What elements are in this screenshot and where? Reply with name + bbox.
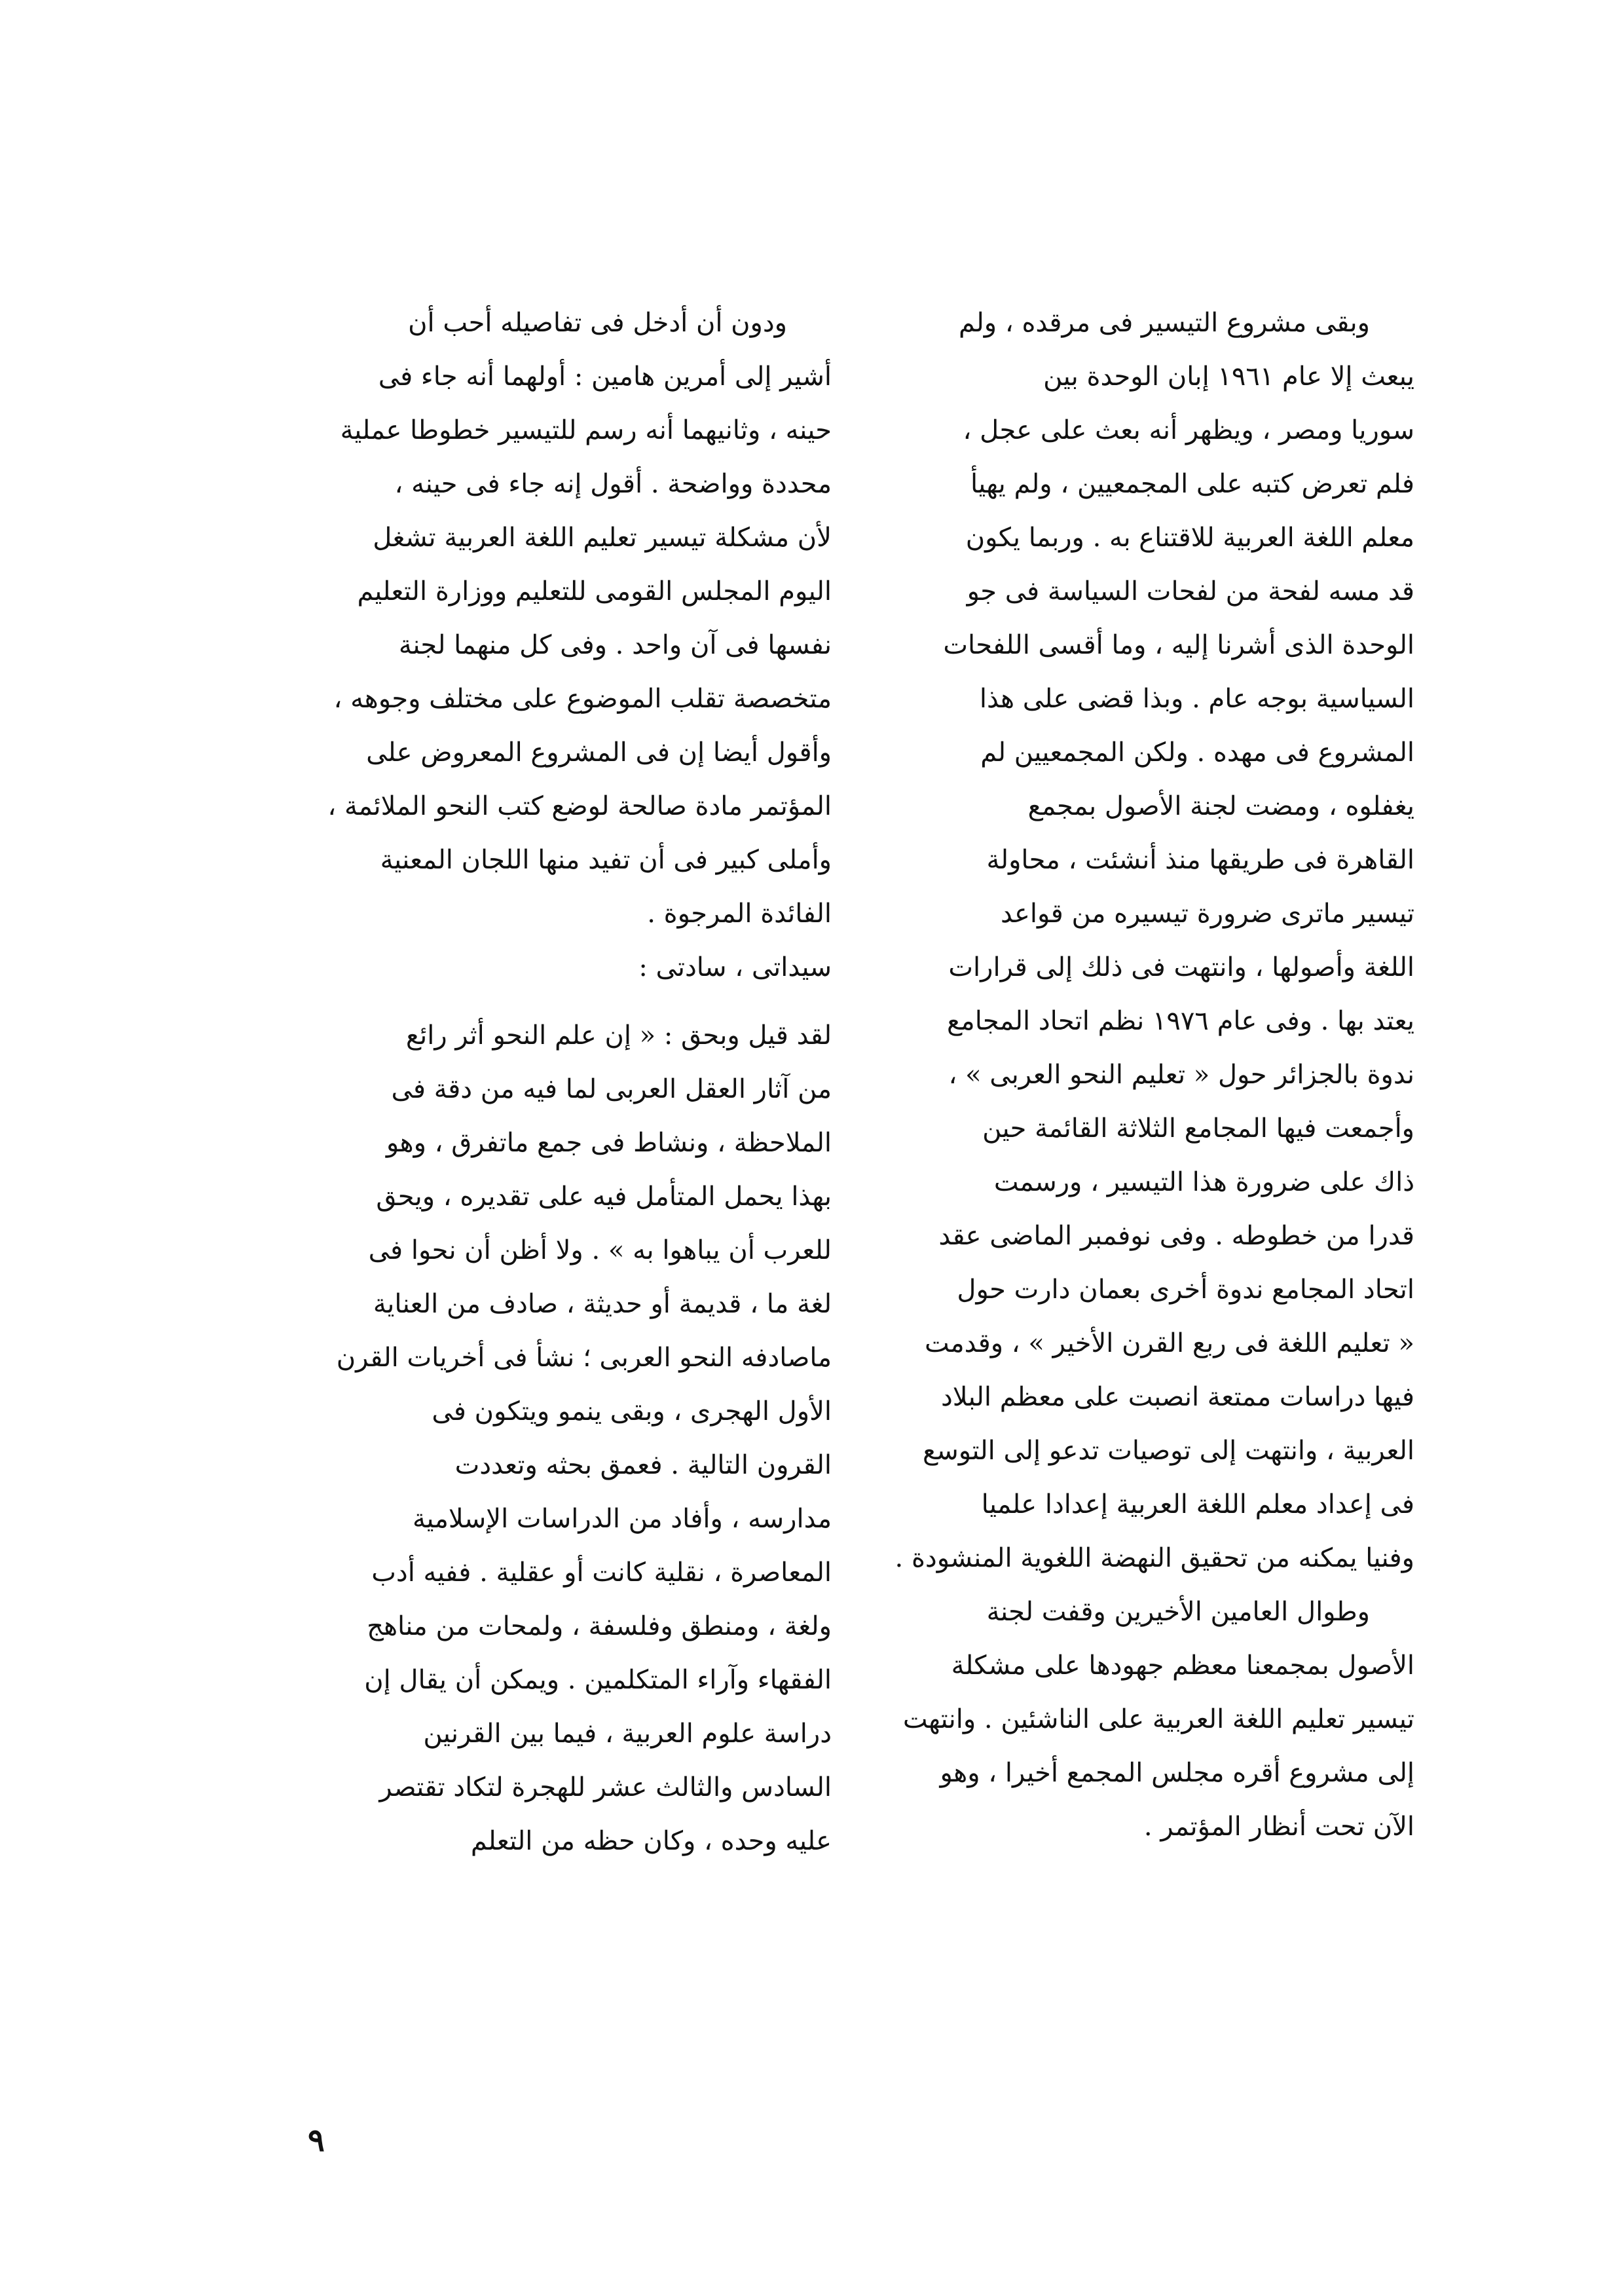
text-line: للعرب أن يباهوا به » . ولا أظن أن نحوا فى bbox=[368, 1235, 832, 1265]
text-line: يغفلوه ، ومضت لجنة الأصول بمجمع bbox=[1027, 791, 1414, 821]
text-line: وطوال العامين الأخيرين وقفت لجنة bbox=[986, 1597, 1370, 1627]
left-text-column bbox=[268, 296, 832, 1868]
text-line: إلى مشروع أقره مجلس المجمع أخيرا ، وهو bbox=[940, 1758, 1414, 1788]
text-line: يبعث إلا عام ١٩٦١ إبان الوحدة بين bbox=[1043, 362, 1414, 392]
text-line: من آثار العقل العربى لما فيه من دقة فى bbox=[391, 1074, 832, 1104]
text-line: معلم اللغة العربية للاقتناع به . وربما يكون bbox=[965, 523, 1414, 553]
text-line: لأن مشكلة تيسير تعليم اللغة العربية تشغل bbox=[373, 523, 832, 553]
text-line: الملاحظة ، ونشاط فى جمع ماتفرق ، وهو bbox=[386, 1128, 832, 1158]
text-line: عليه وحده ، وكان حظه من التعلم bbox=[470, 1826, 832, 1856]
paragraph bbox=[268, 1009, 832, 1868]
text-line: سيداتى ، سادتى : bbox=[638, 952, 832, 982]
text-line: مدارسه ، وأفاد من الدراسات الإسلامية bbox=[412, 1504, 832, 1534]
text-line: القاهرة فى طريقها منذ أنشئت ، محاولة bbox=[986, 845, 1414, 875]
text-line: ولغة ، ومنطق وفلسفة ، ولمحات من مناهج bbox=[367, 1611, 832, 1641]
text-line: وبقى مشروع التيسير فى مرقده ، ولم bbox=[958, 308, 1370, 338]
text-line: اليوم المجلس القومى للتعليم ووزارة التعليم bbox=[357, 576, 832, 606]
paragraph bbox=[851, 296, 1414, 1585]
text-line: نفسها فى آن واحد . وفى كل منهما لجنة bbox=[398, 630, 832, 660]
page-number: ٩ bbox=[308, 2122, 325, 2159]
text-line: ذاك على ضرورة هذا التيسير ، ورسمت bbox=[993, 1167, 1414, 1197]
text-line: أشير إلى أمرين هامين : أولهما أنه جاء فى bbox=[378, 362, 832, 392]
text-line: محددة وواضحة . أقول إنه جاء فى حينه ، bbox=[394, 469, 832, 499]
text-line: لغة ما ، قديمة أو حديثة ، صادف من العناية bbox=[373, 1289, 832, 1319]
text-line: ودون أن أدخل فى تفاصيله أحب أن bbox=[408, 308, 787, 338]
right-text-column bbox=[851, 296, 1414, 1854]
salutation bbox=[268, 941, 832, 994]
text-line: الوحدة الذى أشرنا إليه ، وما أقسى اللفحات bbox=[943, 630, 1414, 660]
text-line: بهذا يحمل المتأمل فيه على تقديره ، ويحق bbox=[376, 1182, 832, 1212]
text-line: المشروع فى مهده . ولكن المجمعيين لم bbox=[980, 737, 1414, 768]
paragraph bbox=[268, 296, 832, 941]
text-line: حينه ، وثانيهما أنه رسم للتيسير خطوطا عملية bbox=[340, 415, 832, 445]
text-line: فيها دراسات ممتعة انصبت على معظم البلاد bbox=[940, 1382, 1414, 1412]
text-line: تيسير تعليم اللغة العربية على الناشئين . وانتهت bbox=[902, 1704, 1414, 1734]
text-line: متخصصة تقلب الموضوع على مختلف وجوهه ، bbox=[333, 684, 832, 714]
text-line: السياسية بوجه عام . وبذا قضى على هذا bbox=[979, 684, 1414, 714]
text-line: المعاصرة ، نقلية كانت أو عقلية . ففيه أدب bbox=[371, 1558, 832, 1588]
text-line: قد مسه لفحة من لفحات السياسة فى جو bbox=[967, 576, 1414, 606]
text-line: « تعليم اللغة فى ربع القرن الأخير » ، وقدمت bbox=[924, 1328, 1414, 1358]
text-line: وأجمعت فيها المجامع الثلاثة القائمة حين bbox=[982, 1113, 1414, 1144]
text-line: السادس والثالث عشر للهجرة لتكاد تقتصر bbox=[379, 1772, 832, 1802]
text-line: فلم تعرض كتبه على المجمعيين ، ولم يهيأ bbox=[970, 469, 1414, 499]
text-line: وفنيا يمكنه من تحقيق النهضة اللغوية المنشودة . bbox=[895, 1543, 1414, 1573]
text-line: وأملى كبير فى أن تفيد منها اللجان المعنية bbox=[380, 845, 832, 875]
text-line: الأول الهجرى ، وبقى ينمو ويتكون فى bbox=[432, 1396, 832, 1427]
text-line: اللغة وأصولها ، وانتهت فى ذلك إلى قرارات bbox=[948, 952, 1414, 982]
text-line: قدرا من خطوطه . وفى نوفمبر الماضى عقد bbox=[938, 1221, 1414, 1251]
text-line: دراسة علوم العربية ، فيما بين القرنين bbox=[423, 1719, 832, 1749]
text-line: القرون التالية . فعمق بحثه وتعددت bbox=[454, 1450, 832, 1480]
text-line: الفائدة المرجوة . bbox=[647, 899, 832, 929]
text-line: الأصول بمجمعنا معظم جهودها على مشكلة bbox=[951, 1651, 1414, 1681]
text-line: سوريا ومصر ، ويظهر أنه بعث على عجل ، bbox=[963, 415, 1414, 445]
text-line: اتحاد المجامع ندوة أخرى بعمان دارت حول bbox=[957, 1275, 1414, 1305]
text-line: تيسير ماترى ضرورة تيسيره من قواعد bbox=[1001, 899, 1414, 929]
text-line: وأقول أيضا إن فى المشروع المعروض على bbox=[366, 737, 832, 768]
paragraph bbox=[851, 1585, 1414, 1854]
text-line: الآن تحت أنظار المؤتمر . bbox=[1143, 1812, 1414, 1842]
text-line: لقد قيل وبحق : « إن علم النحو أثر رائع bbox=[405, 1020, 832, 1051]
text-line: المؤتمر مادة صالحة لوضع كتب النحو الملائمة ، bbox=[327, 791, 832, 821]
text-line: فى إعداد معلم اللغة العربية إعدادا علميا bbox=[981, 1489, 1414, 1520]
text-line: يعتد بها . وفى عام ١٩٧٦ نظم اتحاد المجامع bbox=[946, 1006, 1414, 1036]
text-line: العربية ، وانتهت إلى توصيات تدعو إلى التوسع bbox=[922, 1436, 1414, 1466]
text-line: الفقهاء وآراء المتكلمين . ويمكن أن يقال إن bbox=[364, 1665, 832, 1695]
text-line: ماصادفه النحو العربى ؛ نشأ فى أخريات القرن bbox=[336, 1343, 832, 1373]
text-line: ندوة بالجزائر حول « تعليم النحو العربى » ، bbox=[948, 1060, 1414, 1090]
